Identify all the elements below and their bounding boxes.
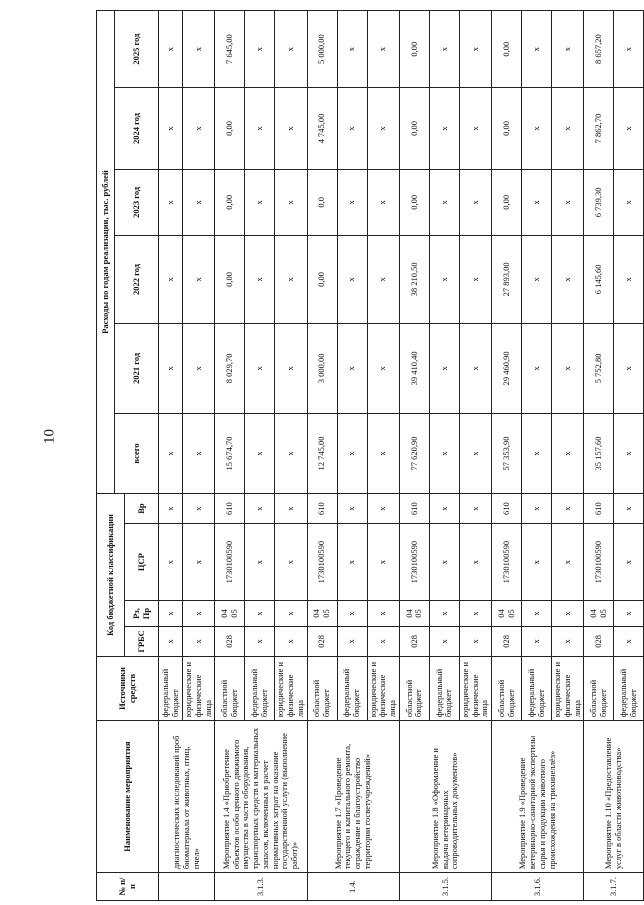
col-year-2025-header: 2025 год <box>115 11 159 88</box>
year-value-cell: 0,00 <box>307 236 337 324</box>
table-row <box>584 11 614 901</box>
rzpr-cell: x <box>275 601 307 627</box>
grbs-cell: x <box>429 626 459 656</box>
total-cell: 12 745,00 <box>307 413 337 493</box>
source-cell: юридические и физические лица <box>275 656 307 720</box>
activity-name-cell: Мероприятие 1.8 «Оформление и выдача ветеринарных сопроводительных документов» <box>399 721 491 873</box>
source-cell: юридические и физические лица <box>552 656 584 720</box>
total-cell: 15 674,70 <box>215 413 245 493</box>
year-value-cell: x <box>245 11 275 88</box>
year-value-cell: 27 893,00 <box>492 236 522 324</box>
csr-cell: x <box>459 524 491 601</box>
rzpr-cell: 04 05 <box>492 601 522 627</box>
year-value-cell: 0,0 <box>307 169 337 235</box>
rzpr-cell: 04 05 <box>307 601 337 627</box>
year-value-cell: 0,00 <box>492 88 522 169</box>
grbs-cell: 028 <box>584 626 614 656</box>
csr-cell: x <box>429 524 459 601</box>
table-row <box>399 11 429 901</box>
grbs-cell: 028 <box>399 626 429 656</box>
year-value-cell: 5 752,80 <box>584 323 614 413</box>
year-value-cell: 38 210,50 <box>399 236 429 324</box>
activity-name-cell: Мероприятие 1.4 «Приобретение объектов особо ценного движимого имущества в части оборудования, транспортных средств и материальных запасов, включенных в расчет нормативных затрат на оказание государственной услуги (выполнение работ)» <box>215 721 307 873</box>
grbs-cell: x <box>552 626 584 656</box>
year-value-cell: x <box>367 323 399 413</box>
year-value-cell: x <box>245 323 275 413</box>
year-value-cell: x <box>522 236 552 324</box>
year-value-cell: x <box>159 88 183 169</box>
year-value-cell: x <box>275 11 307 88</box>
year-value-cell: x <box>367 11 399 88</box>
year-value-cell: x <box>429 88 459 169</box>
year-value-cell: x <box>337 323 367 413</box>
year-value-cell: x <box>459 11 491 88</box>
source-cell: юридические и физические лица <box>459 656 491 720</box>
vr-cell: x <box>245 494 275 524</box>
rzpr-cell: x <box>522 601 552 627</box>
year-value-cell: x <box>159 236 183 324</box>
csr-cell: 1730100590 <box>215 524 245 601</box>
year-value-cell: x <box>614 88 644 169</box>
expenses-header: Расходы по годам реализации, тыс. рублей <box>97 11 115 494</box>
col-year-2022-header: 2022 год <box>115 236 159 324</box>
vr-cell: x <box>522 494 552 524</box>
year-value-cell: x <box>245 88 275 169</box>
grbs-cell: x <box>459 626 491 656</box>
year-value-cell: 0,00 <box>215 236 245 324</box>
grbs-cell: 028 <box>492 626 522 656</box>
csr-cell: 1730100590 <box>492 524 522 601</box>
year-value-cell: x <box>183 88 215 169</box>
year-value-cell: 4 745,00 <box>307 88 337 169</box>
year-value-cell: x <box>522 11 552 88</box>
source-cell: федеральный бюджет <box>614 656 644 720</box>
csr-cell: 1730100590 <box>307 524 337 601</box>
year-value-cell: x <box>275 169 307 235</box>
rzpr-cell: x <box>614 601 644 627</box>
grbs-cell: x <box>337 626 367 656</box>
activity-name-cell: Мероприятие 1.9 «Проведение ветеринарно-санитарной экспертизы сырья и продукции животного происхождения на трихинеллёз» <box>492 721 584 873</box>
vr-cell: x <box>552 494 584 524</box>
grbs-cell: x <box>522 626 552 656</box>
budget-table <box>96 10 644 901</box>
source-cell: федеральный бюджет <box>522 656 552 720</box>
year-value-cell: x <box>159 323 183 413</box>
col-csr-header: ЦСР <box>125 524 159 601</box>
activity-name-cell: диагностических исследований проб биоматериала от животных, птиц, пчел» <box>159 721 215 873</box>
rzpr-cell: x <box>429 601 459 627</box>
num-cell: 3.1.5. <box>399 873 491 901</box>
source-cell: юридические и физические лица <box>183 656 215 720</box>
total-cell: 57 353,90 <box>492 413 522 493</box>
year-value-cell: 0,00 <box>399 169 429 235</box>
rzpr-cell: x <box>552 601 584 627</box>
source-cell: федеральный бюджет <box>245 656 275 720</box>
year-value-cell: x <box>614 323 644 413</box>
grbs-cell: 028 <box>215 626 245 656</box>
budget-table-container <box>96 10 638 901</box>
year-value-cell: x <box>552 323 584 413</box>
year-value-cell: 0,00 <box>399 11 429 88</box>
col-rzpr-header: Рз, Пр <box>125 601 159 627</box>
total-cell: x <box>245 413 275 493</box>
csr-cell: x <box>183 524 215 601</box>
rzpr-cell: x <box>183 601 215 627</box>
year-value-cell: x <box>337 88 367 169</box>
csr-cell: x <box>159 524 183 601</box>
total-cell: x <box>183 413 215 493</box>
col-grbs-header: ГРБС <box>125 626 159 656</box>
table-body <box>159 11 644 901</box>
year-value-cell: x <box>459 169 491 235</box>
year-value-cell: 0,00 <box>492 11 522 88</box>
grbs-cell: x <box>245 626 275 656</box>
total-cell: 77 620,90 <box>399 413 429 493</box>
activity-name-cell: Мероприятие 1.10 «Предоставление услуг в области животноводства» <box>584 721 644 873</box>
year-value-cell: x <box>614 236 644 324</box>
year-value-cell: 0,00 <box>399 88 429 169</box>
source-cell: федеральный бюджет <box>337 656 367 720</box>
total-cell: x <box>429 413 459 493</box>
rzpr-cell: x <box>337 601 367 627</box>
total-cell: x <box>522 413 552 493</box>
year-value-cell: x <box>367 169 399 235</box>
total-cell: 35 157,60 <box>584 413 614 493</box>
csr-cell: x <box>245 524 275 601</box>
year-value-cell: x <box>337 236 367 324</box>
year-value-cell: x <box>552 169 584 235</box>
year-value-cell: x <box>183 11 215 88</box>
num-cell: 3.1.3. <box>215 873 307 901</box>
rzpr-cell: x <box>159 601 183 627</box>
year-value-cell: 0,00 <box>215 169 245 235</box>
year-value-cell: x <box>522 323 552 413</box>
csr-cell: x <box>367 524 399 601</box>
table-row <box>492 11 522 901</box>
csr-cell: x <box>614 524 644 601</box>
year-value-cell: 7 645,00 <box>215 11 245 88</box>
year-value-cell: x <box>275 236 307 324</box>
grbs-cell: x <box>159 626 183 656</box>
year-value-cell: x <box>429 169 459 235</box>
header-row-1 <box>97 11 115 901</box>
rzpr-cell: x <box>245 601 275 627</box>
vr-cell: x <box>459 494 491 524</box>
table-row <box>159 11 183 901</box>
col-total-header: всего <box>115 413 159 493</box>
col-year-2023-header: 2023 год <box>115 169 159 235</box>
table-row <box>307 11 337 901</box>
year-value-cell: 39 410,40 <box>399 323 429 413</box>
col-num-header: № п/п <box>97 873 159 901</box>
num-cell: 3.1.7. <box>584 873 644 901</box>
table-row <box>215 11 245 901</box>
vr-cell: x <box>159 494 183 524</box>
col-year-2024-header: 2024 год <box>115 88 159 169</box>
source-cell: федеральный бюджет <box>429 656 459 720</box>
grbs-cell: x <box>275 626 307 656</box>
year-value-cell: 6 739,30 <box>584 169 614 235</box>
csr-cell: x <box>275 524 307 601</box>
year-value-cell: x <box>429 323 459 413</box>
year-value-cell: 3 000,00 <box>307 323 337 413</box>
year-value-cell: x <box>337 169 367 235</box>
total-cell: x <box>337 413 367 493</box>
year-value-cell: 7 862,70 <box>584 88 614 169</box>
year-value-cell: 29 460,90 <box>492 323 522 413</box>
year-value-cell: 8 029,70 <box>215 323 245 413</box>
total-cell: x <box>552 413 584 493</box>
year-value-cell: x <box>552 88 584 169</box>
grbs-cell: 028 <box>307 626 337 656</box>
year-value-cell: x <box>275 88 307 169</box>
num-cell: 1.4. <box>307 873 399 901</box>
year-value-cell: x <box>429 236 459 324</box>
total-cell: x <box>275 413 307 493</box>
year-value-cell: x <box>337 11 367 88</box>
vr-cell: x <box>275 494 307 524</box>
vr-cell: x <box>337 494 367 524</box>
year-value-cell: x <box>245 236 275 324</box>
vr-cell: x <box>429 494 459 524</box>
csr-cell: 1730100590 <box>584 524 614 601</box>
source-cell: федеральный бюджет <box>159 656 183 720</box>
num-cell <box>159 873 215 901</box>
source-cell: областной бюджет <box>215 656 245 720</box>
source-cell: юридические и физические лица <box>367 656 399 720</box>
total-cell: x <box>159 413 183 493</box>
csr-cell: 1730100590 <box>399 524 429 601</box>
year-value-cell: x <box>367 236 399 324</box>
year-value-cell: x <box>552 11 584 88</box>
num-cell: 3.1.6. <box>492 873 584 901</box>
year-value-cell: x <box>522 88 552 169</box>
vr-cell: 610 <box>399 494 429 524</box>
year-value-cell: x <box>459 236 491 324</box>
col-name-header: Наименование мероприятия <box>97 721 159 873</box>
source-cell: областной бюджет <box>584 656 614 720</box>
year-value-cell: x <box>552 236 584 324</box>
col-vr-header: Вр <box>125 494 159 524</box>
rzpr-cell: x <box>459 601 491 627</box>
year-value-cell: 0,00 <box>215 88 245 169</box>
grbs-cell: x <box>367 626 399 656</box>
year-value-cell: x <box>614 11 644 88</box>
year-value-cell: 8 657,20 <box>584 11 614 88</box>
kbk-header: Код бюджетной классификации <box>97 494 125 657</box>
rzpr-cell: x <box>367 601 399 627</box>
year-value-cell: x <box>275 323 307 413</box>
year-value-cell: 5 000,00 <box>307 11 337 88</box>
vr-cell: x <box>614 494 644 524</box>
csr-cell: x <box>522 524 552 601</box>
vr-cell: x <box>367 494 399 524</box>
rzpr-cell: 04 05 <box>399 601 429 627</box>
year-value-cell: x <box>245 169 275 235</box>
col-year-2021-header: 2021 год <box>115 323 159 413</box>
vr-cell: 610 <box>307 494 337 524</box>
year-value-cell: x <box>614 169 644 235</box>
total-cell: x <box>614 413 644 493</box>
vr-cell: 610 <box>492 494 522 524</box>
total-cell: x <box>459 413 491 493</box>
page-number: 10 <box>41 429 58 444</box>
year-value-cell: x <box>459 323 491 413</box>
year-value-cell: x <box>183 169 215 235</box>
vr-cell: 610 <box>215 494 245 524</box>
year-value-cell: x <box>429 11 459 88</box>
year-value-cell: x <box>367 88 399 169</box>
year-value-cell: x <box>159 169 183 235</box>
source-cell: областной бюджет <box>492 656 522 720</box>
year-value-cell: 0,00 <box>492 169 522 235</box>
source-cell: областной бюджет <box>399 656 429 720</box>
year-value-cell: x <box>183 236 215 324</box>
year-value-cell: x <box>459 88 491 169</box>
rzpr-cell: 04 05 <box>215 601 245 627</box>
csr-cell: x <box>552 524 584 601</box>
activity-name-cell: Мероприятие 1.7 «Проведение текущего и капитального ремонта, ограждение и благоустройство территории госветучреждений» <box>307 721 399 873</box>
source-cell: областной бюджет <box>307 656 337 720</box>
year-value-cell: 6 145,60 <box>584 236 614 324</box>
grbs-cell: x <box>614 626 644 656</box>
grbs-cell: x <box>183 626 215 656</box>
year-value-cell: x <box>522 169 552 235</box>
year-value-cell: x <box>183 323 215 413</box>
rzpr-cell: 04 05 <box>584 601 614 627</box>
year-value-cell: x <box>159 11 183 88</box>
vr-cell: 610 <box>584 494 614 524</box>
vr-cell: x <box>183 494 215 524</box>
total-cell: x <box>367 413 399 493</box>
col-sources-header: Источники средств <box>97 656 159 720</box>
csr-cell: x <box>337 524 367 601</box>
